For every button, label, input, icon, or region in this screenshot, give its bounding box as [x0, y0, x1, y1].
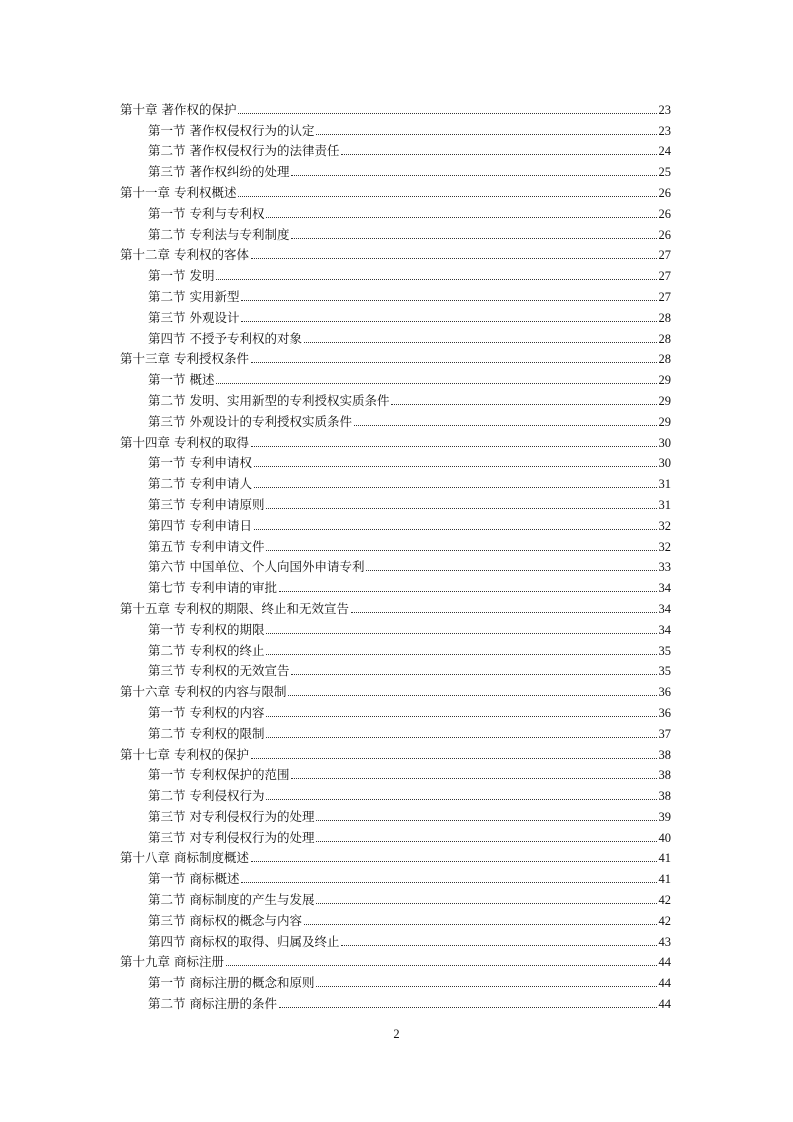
toc-chapter-entry[interactable]: [120, 179, 671, 200]
toc-section-entry[interactable]: [120, 138, 671, 159]
toc-section-entry[interactable]: [120, 762, 671, 783]
dot-leader: [316, 903, 656, 904]
toc-section-entry[interactable]: [120, 907, 671, 928]
toc-entry-page: 30: [658, 456, 671, 471]
toc-entry-title: 第一节 商标注册的概念和原则: [148, 975, 315, 991]
toc-entry-title: 第一节 专利权的期限: [148, 621, 265, 637]
toc-section-entry[interactable]: [120, 886, 671, 907]
toc-entry-title: 第一节 专利申请权: [148, 455, 252, 471]
toc-entry-page: 43: [658, 934, 671, 949]
dot-leader: [216, 383, 656, 384]
toc-chapter-entry[interactable]: [120, 741, 671, 762]
toc-entry-page: 30: [658, 435, 671, 450]
toc-entry-title: 第三节 专利权的无效宣告: [148, 663, 290, 679]
toc-chapter-entry[interactable]: [120, 346, 671, 367]
toc-entry-title: 第十五章 专利权的期限、终止和无效宣告: [120, 600, 349, 616]
toc-entry-page: 38: [658, 789, 671, 804]
dot-leader: [354, 425, 657, 426]
dot-leader: [241, 300, 656, 301]
toc-section-entry[interactable]: [120, 865, 671, 886]
dot-leader: [288, 695, 656, 696]
dot-leader: [251, 258, 657, 259]
toc-section-entry[interactable]: [120, 616, 671, 637]
toc-entry-title: 第一节 专利权的内容: [148, 704, 265, 720]
toc-entry-title: 第三节 专利申请原则: [148, 496, 265, 512]
dot-leader: [316, 841, 656, 842]
toc-entry-page: 33: [658, 560, 671, 575]
toc-section-entry[interactable]: [120, 470, 671, 491]
dot-leader: [341, 945, 656, 946]
toc-entry-title: 第十章 著作权的保护: [120, 101, 237, 117]
toc-entry-title: 第十六章 专利权的内容与限制: [120, 684, 287, 700]
toc-entry-title: 第十九章 商标注册: [120, 954, 224, 970]
toc-section-entry[interactable]: [120, 200, 671, 221]
dot-leader: [316, 820, 656, 821]
toc-entry-page: 28: [658, 331, 671, 346]
toc-entry-title: 第十八章 商标制度概述: [120, 850, 249, 866]
toc-entry-page: 26: [658, 185, 671, 200]
dot-leader: [341, 154, 656, 155]
toc-chapter-entry[interactable]: [120, 429, 671, 450]
toc-section-entry[interactable]: [120, 824, 671, 845]
dot-leader: [316, 134, 656, 135]
toc-entry-page: 36: [658, 685, 671, 700]
toc-entry-title: 第三节 外观设计: [148, 309, 240, 325]
toc-entry-page: 27: [658, 289, 671, 304]
toc-section-entry[interactable]: [120, 658, 671, 679]
dot-leader: [291, 778, 656, 779]
toc-section-entry[interactable]: [120, 574, 671, 595]
dot-leader: [366, 570, 656, 571]
toc-section-entry[interactable]: [120, 699, 671, 720]
dot-leader: [279, 1007, 657, 1008]
toc-entry-page: 42: [658, 913, 671, 928]
toc-section-entry[interactable]: [120, 158, 671, 179]
toc-entry-title: 第一节 专利权保护的范围: [148, 767, 290, 783]
toc-entry-title: 第一节 商标概述: [148, 871, 240, 887]
toc-entry-page: 28: [658, 310, 671, 325]
dot-leader: [238, 113, 656, 114]
toc-section-entry[interactable]: [120, 283, 671, 304]
toc-entry-page: 38: [658, 768, 671, 783]
toc-section-entry[interactable]: [120, 325, 671, 346]
dot-leader: [279, 591, 657, 592]
dot-leader: [266, 550, 656, 551]
toc-entry-page: 29: [658, 414, 671, 429]
toc-entry-title: 第十三章 专利授权条件: [120, 351, 249, 367]
toc-entry-page: 29: [658, 373, 671, 388]
toc-entry-title: 第三节 商标权的概念与内容: [148, 912, 302, 928]
dot-leader: [391, 404, 656, 405]
toc-entry-page: 38: [658, 747, 671, 762]
toc-entry-title: 第一节 专利与专利权: [148, 205, 265, 221]
toc-entry-page: 32: [658, 539, 671, 554]
toc-entry-page: 34: [658, 601, 671, 616]
dot-leader: [251, 362, 657, 363]
toc-entry-title: 第五节 专利申请文件: [148, 538, 265, 554]
toc-entry-page: 23: [658, 123, 671, 138]
toc-entry-page: 39: [658, 809, 671, 824]
toc-section-entry[interactable]: [120, 637, 671, 658]
toc-entry-title: 第一节 发明: [148, 268, 215, 284]
toc-entry-page: 29: [658, 393, 671, 408]
dot-leader: [304, 924, 657, 925]
dot-leader: [266, 633, 656, 634]
dot-leader: [351, 612, 657, 613]
dot-leader: [241, 882, 656, 883]
toc-entry-page: 37: [658, 726, 671, 741]
dot-leader: [304, 342, 657, 343]
dot-leader: [254, 529, 657, 530]
dot-leader: [241, 321, 656, 322]
dot-leader: [254, 466, 657, 467]
toc-section-entry[interactable]: [120, 304, 671, 325]
dot-leader: [238, 196, 656, 197]
toc-entry-title: 第三节 外观设计的专利授权实质条件: [148, 413, 352, 429]
toc-entry-page: 23: [658, 102, 671, 117]
dot-leader: [291, 674, 656, 675]
toc-section-entry[interactable]: [120, 387, 671, 408]
dot-leader: [251, 446, 657, 447]
toc-entry-page: 42: [658, 893, 671, 908]
toc-section-entry[interactable]: [120, 969, 671, 990]
dot-leader: [266, 716, 656, 717]
toc-section-entry[interactable]: [120, 803, 671, 824]
toc-entry-page: 31: [658, 477, 671, 492]
toc-entry-title: 第十四章 专利权的取得: [120, 434, 249, 450]
dot-leader: [266, 217, 656, 218]
toc-entry-page: 41: [658, 851, 671, 866]
toc-entry-page: 31: [658, 497, 671, 512]
toc-entry-page: 44: [658, 955, 671, 970]
toc-entry-title: 第十二章 专利权的客体: [120, 247, 249, 263]
toc-entry-title: 第四节 商标权的取得、归属及终止: [148, 933, 340, 949]
toc-entry-title: 第二节 商标制度的产生与发展: [148, 892, 315, 908]
toc-entry-title: 第十七章 专利权的保护: [120, 746, 249, 762]
toc-entry-title: 第十一章 专利权概述: [120, 184, 237, 200]
dot-leader: [226, 965, 657, 966]
toc-section-entry[interactable]: [120, 262, 671, 283]
dot-leader: [254, 487, 657, 488]
table-of-contents: [120, 96, 671, 1011]
toc-chapter-entry[interactable]: [120, 845, 671, 866]
toc-entry-page: 27: [658, 248, 671, 263]
toc-section-entry[interactable]: [120, 117, 671, 138]
toc-entry-title: 第二节 发明、实用新型的专利授权实质条件: [148, 392, 390, 408]
toc-chapter-entry[interactable]: [120, 678, 671, 699]
toc-entry-title: 第三节 对专利侵权行为的处理: [148, 829, 315, 845]
toc-entry-page: 40: [658, 830, 671, 845]
toc-entry-page: 41: [658, 872, 671, 887]
toc-entry-title: 第四节 专利申请日: [148, 517, 252, 533]
toc-entry-title: 第一节 著作权侵权行为的认定: [148, 122, 315, 138]
toc-entry-title: 第三节 对专利侵权行为的处理: [148, 808, 315, 824]
toc-entry-title: 第一节 概述: [148, 372, 215, 388]
toc-entry-page: 34: [658, 622, 671, 637]
dot-leader: [266, 737, 656, 738]
dot-leader: [316, 986, 656, 987]
dot-leader: [291, 175, 656, 176]
toc-entry-title: 第二节 专利权的限制: [148, 725, 265, 741]
toc-entry-title: 第二节 实用新型: [148, 288, 240, 304]
toc-section-entry[interactable]: [120, 491, 671, 512]
toc-entry-page: 34: [658, 581, 671, 596]
toc-section-entry[interactable]: [120, 221, 671, 242]
toc-entry-title: 第三节 著作权纠纷的处理: [148, 164, 290, 180]
toc-section-entry[interactable]: [120, 533, 671, 554]
dot-leader: [291, 238, 656, 239]
toc-section-entry[interactable]: [120, 990, 671, 1011]
toc-entry-page: 27: [658, 269, 671, 284]
toc-entry-title: 第二节 专利申请人: [148, 476, 252, 492]
toc-section-entry[interactable]: [120, 450, 671, 471]
toc-entry-page: 28: [658, 352, 671, 367]
dot-leader: [266, 654, 656, 655]
toc-entry-page: 35: [658, 664, 671, 679]
toc-chapter-entry[interactable]: [120, 949, 671, 970]
toc-entry-title: 第二节 著作权侵权行为的法律责任: [148, 143, 340, 159]
toc-section-entry[interactable]: [120, 928, 671, 949]
toc-entry-page: 44: [658, 976, 671, 991]
toc-entry-page: 44: [658, 997, 671, 1012]
toc-section-entry[interactable]: [120, 512, 671, 533]
toc-section-entry[interactable]: [120, 720, 671, 741]
dot-leader: [216, 279, 656, 280]
toc-entry-title: 第二节 专利侵权行为: [148, 788, 265, 804]
toc-entry-title: 第四节 不授予专利权的对象: [148, 330, 302, 346]
toc-entry-page: 26: [658, 206, 671, 221]
dot-leader: [266, 799, 656, 800]
toc-chapter-entry[interactable]: [120, 242, 671, 263]
toc-chapter-entry[interactable]: [120, 595, 671, 616]
dot-leader: [251, 861, 657, 862]
dot-leader: [251, 758, 657, 759]
toc-chapter-entry[interactable]: [120, 96, 671, 117]
toc-entry-title: 第二节 商标注册的条件: [148, 996, 277, 1012]
toc-entry-page: 36: [658, 705, 671, 720]
toc-section-entry[interactable]: [120, 366, 671, 387]
toc-entry-page: 26: [658, 227, 671, 242]
toc-entry-page: 24: [658, 144, 671, 159]
toc-entry-page: 35: [658, 643, 671, 658]
toc-entry-title: 第七节 专利申请的审批: [148, 580, 277, 596]
toc-section-entry[interactable]: [120, 782, 671, 803]
toc-entry-page: 32: [658, 518, 671, 533]
dot-leader: [266, 508, 656, 509]
toc-entry-title: 第二节 专利权的终止: [148, 642, 265, 658]
toc-entry-title: 第六节 中国单位、个人向国外申请专利: [148, 559, 365, 575]
toc-entry-page: 25: [658, 165, 671, 180]
page-number: 2: [393, 1027, 400, 1041]
toc-section-entry[interactable]: [120, 554, 671, 575]
toc-entry-title: 第二节 专利法与专利制度: [148, 226, 290, 242]
toc-section-entry[interactable]: [120, 408, 671, 429]
